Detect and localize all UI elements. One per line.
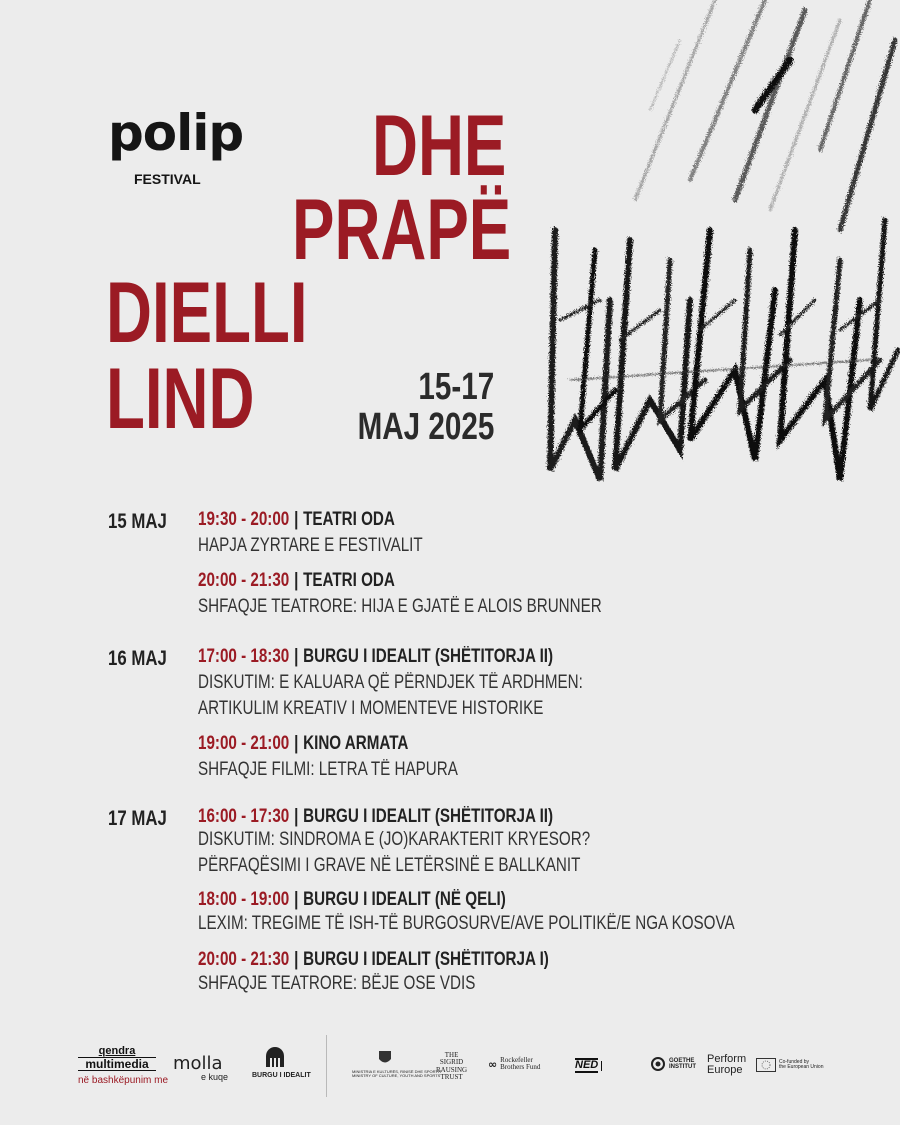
event-description: SHFAQJE FILMI: LETRA TË HAPURA (198, 759, 458, 780)
event-description: DISKUTIM: E KALUARA QË PËRNDJEK TË ARDHMEN: (198, 672, 583, 693)
event-venue: BURGU I IDEALIT (SHËTITORJA II) (303, 646, 554, 667)
dates-days: 15-17 (418, 366, 494, 408)
goethe-icon (651, 1057, 665, 1071)
event-description: HAPJA ZYRTARE E FESTIVALIT (198, 535, 423, 556)
collaboration-tagline: në bashkëpunim me (78, 1075, 169, 1086)
event-venue: BURGU I IDEALIT (SHËTITORJA II) (303, 806, 554, 827)
ministry-line-1: MINISTRIA E KULTURËS, RINISË DHE SPORTIT (352, 1069, 442, 1074)
qendra-multimedia-logo (78, 1046, 156, 1071)
molla-name: molla (173, 1053, 223, 1074)
title-line-3: DIELLI (106, 265, 308, 361)
dates-month-year: MAJ 2025 (357, 406, 494, 448)
event-time: 18:00 - 19:00 (198, 889, 290, 910)
goethe-line-1: GOETHE (669, 1057, 695, 1064)
event-venue: TEATRI ODA (303, 570, 395, 591)
separator: | (294, 646, 299, 667)
event-description: DISKUTIM: SINDROMA E (JO)KARAKTERIT KRYESOR? (198, 829, 591, 850)
rbf-mark-icon: ∞ (488, 1057, 498, 1071)
event-description: SHFAQJE TEATRORE: BËJE OSE VDIS (198, 973, 476, 994)
perform-europe-logo (707, 1054, 746, 1076)
goethe-institut-logo (651, 1057, 696, 1071)
sigrid-rausing-logo (436, 1052, 467, 1081)
qendra-line-2: multimedia (78, 1057, 156, 1071)
event-venue: BURGU I IDEALIT (NË QELI) (303, 889, 506, 910)
event-time: 17:00 - 18:30 (198, 646, 290, 667)
separator: | (294, 509, 299, 530)
event-description: ARTIKULIM KREATIV I MOMENTEVE HISTORIKE (198, 698, 544, 719)
event-time: 20:00 - 21:30 (198, 949, 290, 970)
burgu-idealit-logo (252, 1046, 311, 1079)
sigrid-line-4: TRUST (440, 1073, 463, 1082)
event-header (198, 950, 549, 969)
separator: | (294, 733, 299, 754)
perform-line-1: Perform (707, 1053, 747, 1065)
title-line-4: LIND (106, 351, 255, 447)
sigrid-line-1: THE (444, 1051, 459, 1059)
sigrid-line-3: RAUSING (436, 1065, 468, 1074)
goethe-line-2: INSTITUT (669, 1064, 696, 1070)
ned-mark: NED (575, 1059, 599, 1071)
qendra-line-1: qendra (98, 1045, 136, 1057)
event-header (198, 734, 408, 753)
ministry-logo (352, 1050, 442, 1079)
event-header (198, 807, 553, 826)
event-header (198, 510, 395, 529)
event-description: PËRFAQËSIMI I GRAVE NË LETËRSINË E BALLKANIT (198, 855, 581, 876)
perform-line-2: Europe (707, 1064, 743, 1076)
title-line-1: DHE (372, 98, 507, 194)
event-header (198, 890, 506, 909)
festival-logo-sub: FESTIVAL (134, 171, 201, 187)
separator: | (294, 570, 299, 591)
event-time: 19:30 - 20:00 (198, 509, 290, 530)
molla-logo (173, 1055, 228, 1082)
day-label-15: 15 MAJ (108, 510, 167, 533)
brush-stroke-artwork (540, 0, 900, 500)
eu-line-1: Co-funded by (779, 1058, 810, 1065)
prison-building-icon (264, 1046, 286, 1068)
coat-of-arms-icon (378, 1050, 392, 1066)
event-time: 16:00 - 17:30 (198, 806, 290, 827)
rockefeller-line-2: Brothers Fund (500, 1063, 541, 1072)
eu-flag-icon (756, 1058, 776, 1072)
event-venue: TEATRI ODA (303, 509, 395, 530)
day-label-17: 17 MAJ (108, 807, 167, 830)
event-time: 20:00 - 21:30 (198, 570, 290, 591)
separator: | (294, 889, 299, 910)
day-label-16: 16 MAJ (108, 647, 167, 670)
event-time: 19:00 - 21:00 (198, 733, 290, 754)
molla-sub: e kuqe (201, 1072, 229, 1082)
rockefeller-line-1: Rockefeller (500, 1056, 533, 1064)
rockefeller-logo (488, 1057, 540, 1072)
event-description: SHFAQJE TEATRORE: HIJA E GJATË E ALOIS BRUNNER (198, 596, 602, 617)
festival-logo: polip (108, 104, 244, 162)
ministry-line-2: MINISTRY OF CULTURE, YOUTH AND SPORTS (352, 1073, 441, 1079)
title-line-2: PRAPË (292, 182, 512, 278)
separator: | (294, 949, 299, 970)
event-venue: KINO ARMATA (303, 733, 409, 754)
ned-text-block (601, 1061, 628, 1071)
ned-logo (575, 1058, 628, 1073)
event-description: LEXIM: TREGIME TË ISH-TË BURGOSURVE/AVE POLITIKË/E NGA KOSOVA (198, 913, 735, 934)
event-header (198, 571, 395, 590)
event-header (198, 647, 553, 666)
eu-line-2: the European Union (779, 1064, 824, 1070)
event-venue: BURGU I IDEALIT (SHËTITORJA I) (303, 949, 549, 970)
eu-cofunded-logo (756, 1058, 823, 1072)
separator: | (294, 806, 299, 827)
burgu-name: BURGU I IDEALIT (252, 1072, 311, 1079)
sigrid-line-2: SIGRID (439, 1058, 464, 1067)
footer-divider (326, 1035, 327, 1097)
